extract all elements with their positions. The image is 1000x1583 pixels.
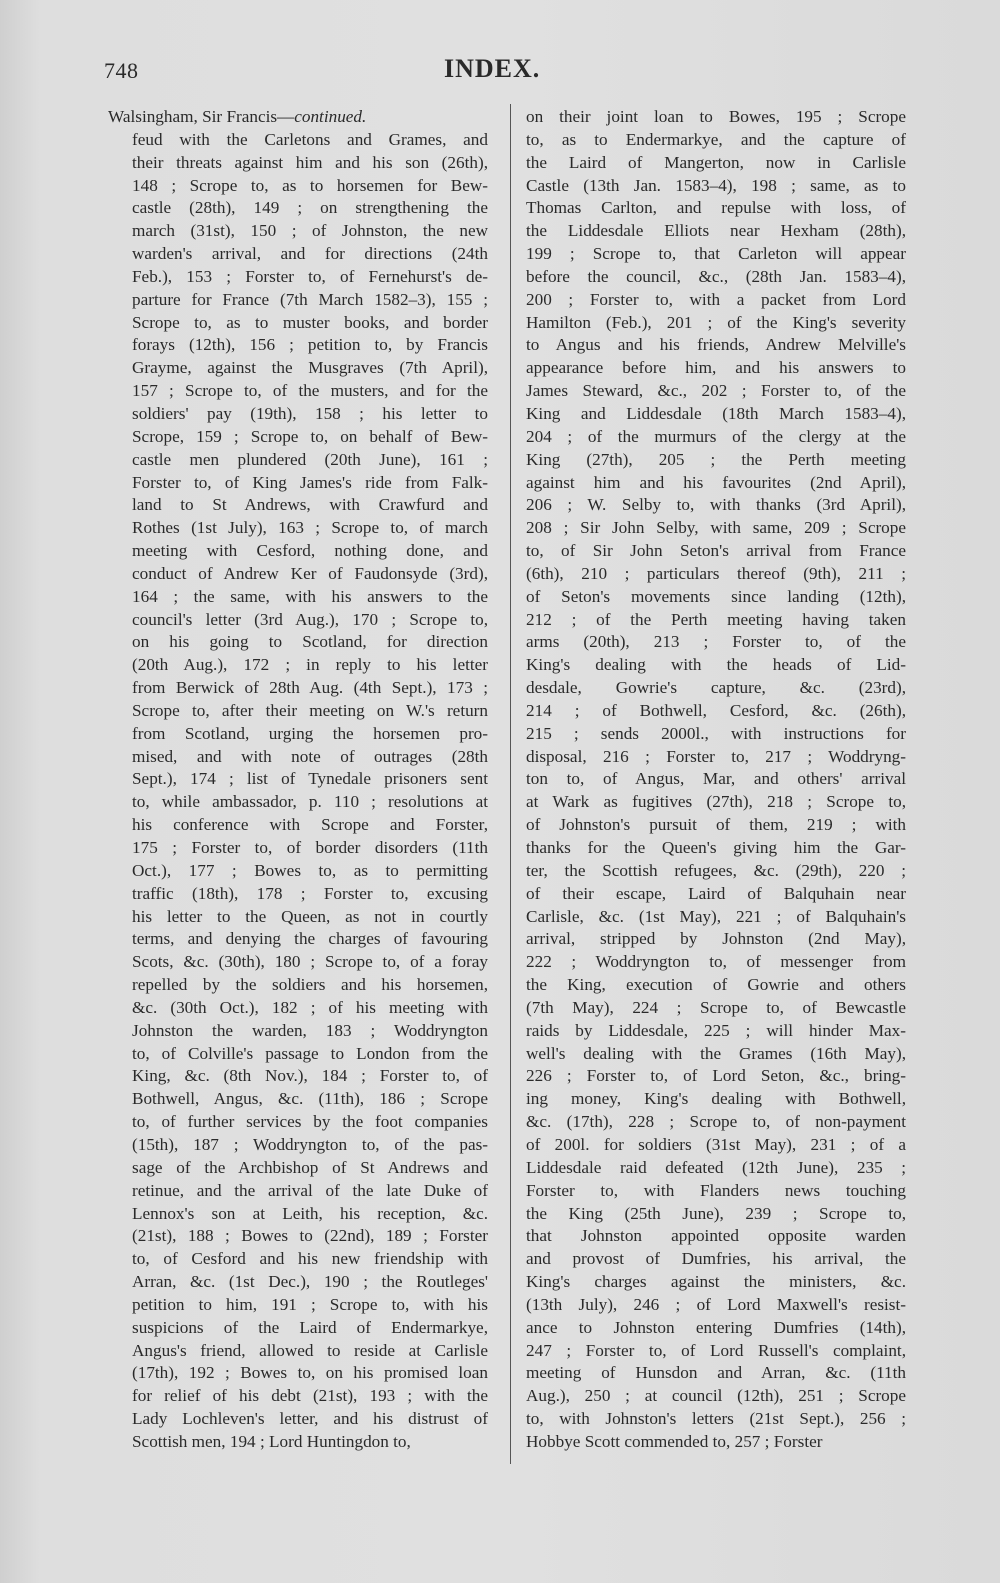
index-line: Scottish men, 194 ; Lord Huntingdon to,	[132, 1431, 411, 1451]
index-line: Hobbye Scott commended to, 257 ; Forster	[526, 1431, 823, 1451]
page-number: 748	[104, 58, 139, 83]
index-line: Scrope, 159 ; Scrope to, on behalf of Bew-	[132, 426, 488, 446]
index-line: council's letter (3rd Aug.), 170 ; Scrope to,	[132, 609, 488, 629]
index-line: Hamilton (Feb.), 201 ; of the King's severity	[526, 312, 906, 332]
index-line: well's dealing with the Grames (16th May),	[526, 1043, 906, 1063]
index-line: 212 ; of the Perth meeting having taken	[526, 609, 906, 629]
index-line: conduct of Andrew Ker of Faudonsyde (3rd),	[132, 563, 488, 583]
index-line: that Johnston appointed opposite warden	[526, 1226, 906, 1246]
index-line: Angus's friend, allowed to reside at Carlisle	[132, 1340, 488, 1360]
index-line: feud with the Carletons and Grames, and	[132, 129, 488, 149]
index-line: sage of the Archbishop of St Andrews and	[132, 1157, 488, 1177]
index-line: and provost of Dumfries, his arrival, the	[526, 1249, 906, 1269]
index-line: James Steward, &c., 202 ; Forster to, of the	[526, 381, 906, 401]
index-line: Thomas Carlton, and repulse with loss, of	[526, 198, 906, 218]
index-line: Carlisle, &c. (1st May), 221 ; of Balquhain's	[526, 906, 906, 926]
index-line: arrival, stripped by Johnston (2nd May),	[526, 929, 906, 949]
index-line: King's dealing with the heads of Lid-	[526, 655, 906, 675]
index-line: his conference with Scrope and Forster,	[132, 815, 488, 835]
index-line: (20th Aug.), 172 ; in reply to his letter	[132, 655, 488, 675]
index-line: of Johnston's pursuit of them, 219 ; with	[526, 815, 906, 835]
index-line: Forster to, with Flanders news touching	[526, 1180, 906, 1200]
index-line: (21st), 188 ; Bowes to (22nd), 189 ; Forster	[132, 1226, 488, 1246]
index-line: Arran, &c. (1st Dec.), 190 ; the Routleges'	[132, 1272, 488, 1292]
index-line: (6th), 210 ; particulars thereof (9th), 211 ;	[526, 563, 906, 583]
index-line: disposal, 216 ; Forster to, 217 ; Woddryng-	[526, 746, 906, 766]
index-line: parture for France (7th March 1582–3), 155 ;	[132, 289, 488, 309]
index-line: desdale, Gowrie's capture, &c. (23rd),	[526, 678, 906, 698]
index-line: march (31st), 150 ; of Johnston, the new	[132, 221, 488, 241]
index-line: to, as to Endermarkye, and the capture of	[526, 129, 906, 149]
index-line: the Liddesdale Elliots near Hexham (28th),	[526, 221, 906, 241]
index-line: on their joint loan to Bowes, 195 ; Scrope	[526, 107, 906, 126]
index-line: Bothwell, Angus, &c. (11th), 186 ; Scrope	[132, 1089, 488, 1109]
index-line: the Laird of Mangerton, now in Carlisle	[526, 152, 906, 172]
index-line: 200 ; Forster to, with a packet from Lord	[526, 289, 906, 309]
index-line: to, of Colville's passage to London from the	[132, 1043, 488, 1063]
index-line: soldiers' pay (19th), 158 ; his letter to	[132, 403, 488, 423]
index-line: from Berwick of 28th Aug. (4th Sept.), 173 ;	[132, 678, 488, 698]
index-line: 199 ; Scrope to, that Carleton will appear	[526, 244, 906, 264]
index-line: Rothes (1st July), 163 ; Scrope to, of march	[132, 518, 488, 538]
index-line: 175 ; Forster to, of border disorders (11th	[132, 838, 488, 857]
index-line: of their escape, Laird of Balquhain near	[526, 883, 906, 903]
index-line: 247 ; Forster to, of Lord Russell's complaint,	[526, 1340, 906, 1360]
index-line: Forster to, of King James's ride from Falk-	[132, 472, 488, 492]
index-line: Oct.), 177 ; Bowes to, as to permitting	[132, 860, 488, 880]
index-line: 204 ; of the murmurs of the clergy at the	[526, 426, 906, 446]
index-line: the King (25th June), 239 ; Scrope to,	[526, 1203, 906, 1223]
index-line: &c. (17th), 228 ; Scrope to, of non-payment	[526, 1112, 906, 1132]
index-line: ton to, of Angus, Mar, and others' arrival	[526, 769, 906, 789]
index-line: from Scotland, urging the horsemen pro-	[132, 723, 488, 743]
index-line: Scrope to, as to muster books, and border	[132, 312, 488, 332]
index-line: Feb.), 153 ; Forster to, of Fernehurst's de-	[132, 266, 488, 286]
index-line: of 200l. for soldiers (31st May), 231 ; of a	[526, 1134, 906, 1154]
index-line: 148 ; Scrope to, as to horsemen for Bew-	[132, 175, 488, 195]
index-line: 214 ; of Bothwell, Cesford, &c. (26th),	[526, 700, 906, 720]
index-column-right	[526, 106, 906, 1454]
index-line: the King, execution of Gowrie and others	[526, 975, 906, 995]
index-line: ter, the Scottish refugees, &c. (29th), 220 ;	[526, 860, 906, 880]
index-line: raids by Liddesdale, 225 ; will hinder Max-	[526, 1020, 906, 1040]
index-line: 222 ; Woddryngton to, of messenger from	[526, 952, 906, 972]
index-line: 164 ; the same, with his answers to the	[132, 586, 488, 606]
index-line: terms, and denying the charges of favouring	[132, 929, 488, 949]
index-line: Johnston the warden, 183 ; Woddryngton	[132, 1020, 488, 1040]
index-line: forays (12th), 156 ; petition to, by Francis	[132, 335, 488, 355]
index-line: at Wark as fugitives (27th), 218 ; Scrope to,	[526, 792, 906, 812]
index-line: on his going to Scotland, for direction	[132, 632, 488, 652]
index-line: to, of Cesford and his new friendship with	[132, 1249, 488, 1269]
index-line: Scots, &c. (30th), 180 ; Scrope to, of a foray	[132, 952, 488, 972]
index-line: petition to him, 191 ; Scrope to, with his	[132, 1294, 488, 1314]
index-line: suspicions of the Laird of Endermarkye,	[132, 1317, 488, 1337]
index-line: ance to Johnston entering Dumfries (14th),	[526, 1317, 906, 1337]
index-line: repelled by the soldiers and his horsemen,	[132, 975, 488, 995]
index-line: Grayme, against the Musgraves (7th April),	[132, 358, 488, 378]
index-line: (15th), 187 ; Woddryngton to, of the pas-	[132, 1134, 488, 1154]
index-line: 215 ; sends 2000l., with instructions for	[526, 723, 906, 743]
column-divider	[510, 104, 511, 1464]
index-line: Sept.), 174 ; list of Tynedale prisoners sent	[132, 769, 488, 789]
running-head: INDEX.	[444, 54, 541, 83]
index-line: King (27th), 205 ; the Perth meeting	[526, 449, 906, 469]
index-line: traffic (18th), 178 ; Forster to, excusing	[132, 883, 488, 903]
index-line: appearance before him, and his answers to	[526, 358, 906, 378]
index-line: their threats against him and his son (26th),	[132, 152, 488, 172]
index-line: (17th), 192 ; Bowes to, on his promised loan	[132, 1363, 488, 1383]
index-line: Liddesdale raid defeated (12th June), 235 ;	[526, 1157, 906, 1177]
index-line: King's charges against the ministers, &c.	[526, 1272, 906, 1292]
index-line: his letter to the Queen, as not in courtly	[132, 906, 488, 926]
index-line: King, &c. (8th Nov.), 184 ; Forster to, of	[132, 1066, 488, 1086]
index-line: mised, and with note of outrages (28th	[132, 746, 488, 766]
index-line: before the council, &c., (28th Jan. 1583–4),	[526, 266, 906, 286]
index-line: King and Liddesdale (18th March 1583–4),	[526, 403, 906, 423]
continued-label: continued.	[294, 107, 367, 126]
index-line: 226 ; Forster to, of Lord Seton, &c., bring-	[526, 1066, 906, 1086]
index-line: for relief of his debt (21st), 193 ; with the	[132, 1386, 488, 1406]
index-line: thanks for the Queen's giving him the Gar-	[526, 838, 906, 857]
index-line: to, of further services by the foot companies	[132, 1112, 488, 1132]
index-line: (7th May), 224 ; Scrope to, of Bewcastle	[526, 997, 906, 1017]
index-line: ing money, King's dealing with Bothwell,	[526, 1089, 906, 1109]
index-line: to, of Sir John Seton's arrival from France	[526, 541, 906, 561]
index-line: &c. (30th Oct.), 182 ; of his meeting with	[132, 997, 488, 1017]
index-line: arms (20th), 213 ; Forster to, of the	[526, 632, 906, 652]
index-line: Lennox's son at Leith, his reception, &c.	[132, 1203, 488, 1223]
index-line: against him and his favourites (2nd April),	[526, 472, 906, 492]
index-line: warden's arrival, and for directions (24th	[132, 244, 488, 264]
index-line: Scrope to, after their meeting on W.'s return	[132, 700, 488, 720]
index-line: Castle (13th Jan. 1583–4), 198 ; same, as to	[526, 175, 906, 195]
index-line: 206 ; W. Selby to, with thanks (3rd April),	[526, 495, 906, 515]
index-line: (13th July), 246 ; of Lord Maxwell's resist-	[526, 1294, 906, 1314]
index-line: meeting of Hunsdon and Arran, &c. (11th	[526, 1363, 906, 1383]
index-line: to, with Johnston's letters (21st Sept.), 256 ;	[526, 1409, 906, 1429]
index-line: land to St Andrews, with Crawfurd and	[132, 495, 488, 515]
index-line: of Seton's movements since landing (12th),	[526, 586, 906, 606]
index-line: 157 ; Scrope to, of the musters, and for the	[132, 381, 488, 401]
index-line: Aug.), 250 ; at council (12th), 251 ; Scrope	[526, 1386, 906, 1406]
index-column-left	[108, 106, 488, 1454]
index-line: to, while ambassador, p. 110 ; resolutions at	[132, 792, 488, 812]
index-line: to Angus and his friends, Andrew Melville's	[526, 335, 906, 355]
index-line: 208 ; Sir John Selby, with same, 209 ; Scrope	[526, 518, 906, 538]
index-line: castle men plundered (20th June), 161 ;	[132, 449, 488, 469]
index-line: retinue, and the arrival of the late Duke of	[132, 1180, 488, 1200]
entry-heading: Walsingham, Sir Francis—continued.	[108, 107, 367, 126]
index-line: meeting with Cesford, nothing done, and	[132, 541, 488, 561]
index-line: Lady Lochleven's letter, and his distrust of	[132, 1409, 488, 1429]
index-line: castle (28th), 149 ; on strengthening the	[132, 198, 488, 218]
